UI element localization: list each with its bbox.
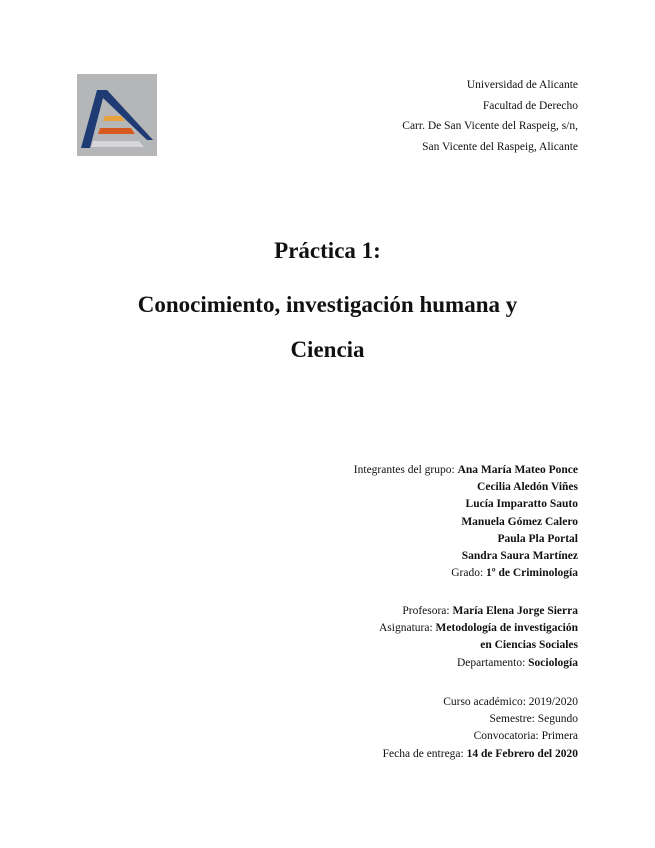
course-info — [379, 603, 578, 672]
subject-row — [379, 620, 578, 637]
academic-info — [383, 694, 578, 763]
call-row — [383, 728, 578, 745]
institution-address — [402, 75, 578, 157]
teacher-value: María Elena Jorge Sierra — [452, 605, 578, 617]
group-member: Ana María Mateo Ponce — [457, 464, 578, 476]
year-row — [383, 694, 578, 711]
grade-row — [354, 565, 578, 582]
group-member: Lucía Imparatto Sauto — [465, 498, 578, 511]
grade-value: 1º de Criminología — [486, 567, 578, 580]
call-value: Primera — [541, 730, 578, 743]
grade-label: Grado: — [451, 567, 484, 580]
title-line-1: Práctica 1: — [274, 238, 381, 263]
department-label: Departamento: — [456, 656, 526, 669]
university-logo — [77, 74, 157, 156]
address-line-city: San Vicente del Raspeig, Alicante — [422, 140, 578, 153]
semester-value: Segundo — [537, 713, 578, 726]
group-member: Manuela Gómez Calero — [461, 515, 578, 528]
semester-row — [383, 711, 578, 728]
date-value: 14 de Febrero del 2020 — [466, 747, 578, 760]
address-line-street: Carr. De San Vicente del Raspeig, s/n, — [402, 120, 578, 132]
subject-label: Asignatura: — [379, 622, 433, 635]
address-line-faculty: Facultad de Derecho — [482, 99, 578, 112]
subject-value-line-2: en Ciencias Sociales — [480, 639, 578, 652]
title-line-2: Conocimiento, investigación humana y — [137, 292, 518, 317]
group-info — [354, 462, 578, 582]
date-label: Fecha de entrega: — [382, 747, 464, 760]
teacher-row — [379, 603, 578, 620]
group-member-row — [354, 462, 578, 479]
group-member: Sandra Saura Martínez — [461, 550, 578, 563]
group-member: Paula Pla Portal — [497, 532, 578, 545]
semester-label: Semestre: — [489, 713, 535, 726]
address-line-university: Universidad de Alicante — [466, 79, 578, 91]
date-row — [383, 746, 578, 763]
teacher-label: Profesora: — [402, 605, 450, 617]
year-value: 2019/2020 — [528, 696, 578, 708]
title-line-3: Ciencia — [290, 337, 365, 362]
group-label: Integrantes del grupo: — [353, 464, 455, 476]
group-member: Cecilia Aledón Viñes — [477, 481, 578, 494]
subject-value-line-1: Metodología de investigación — [435, 622, 578, 635]
department-value: Sociología — [528, 656, 578, 669]
year-label: Curso académico: — [443, 696, 526, 708]
university-of-alicante-logo-icon — [77, 74, 157, 156]
call-label: Convocatoria: — [473, 730, 539, 743]
department-row — [379, 655, 578, 672]
